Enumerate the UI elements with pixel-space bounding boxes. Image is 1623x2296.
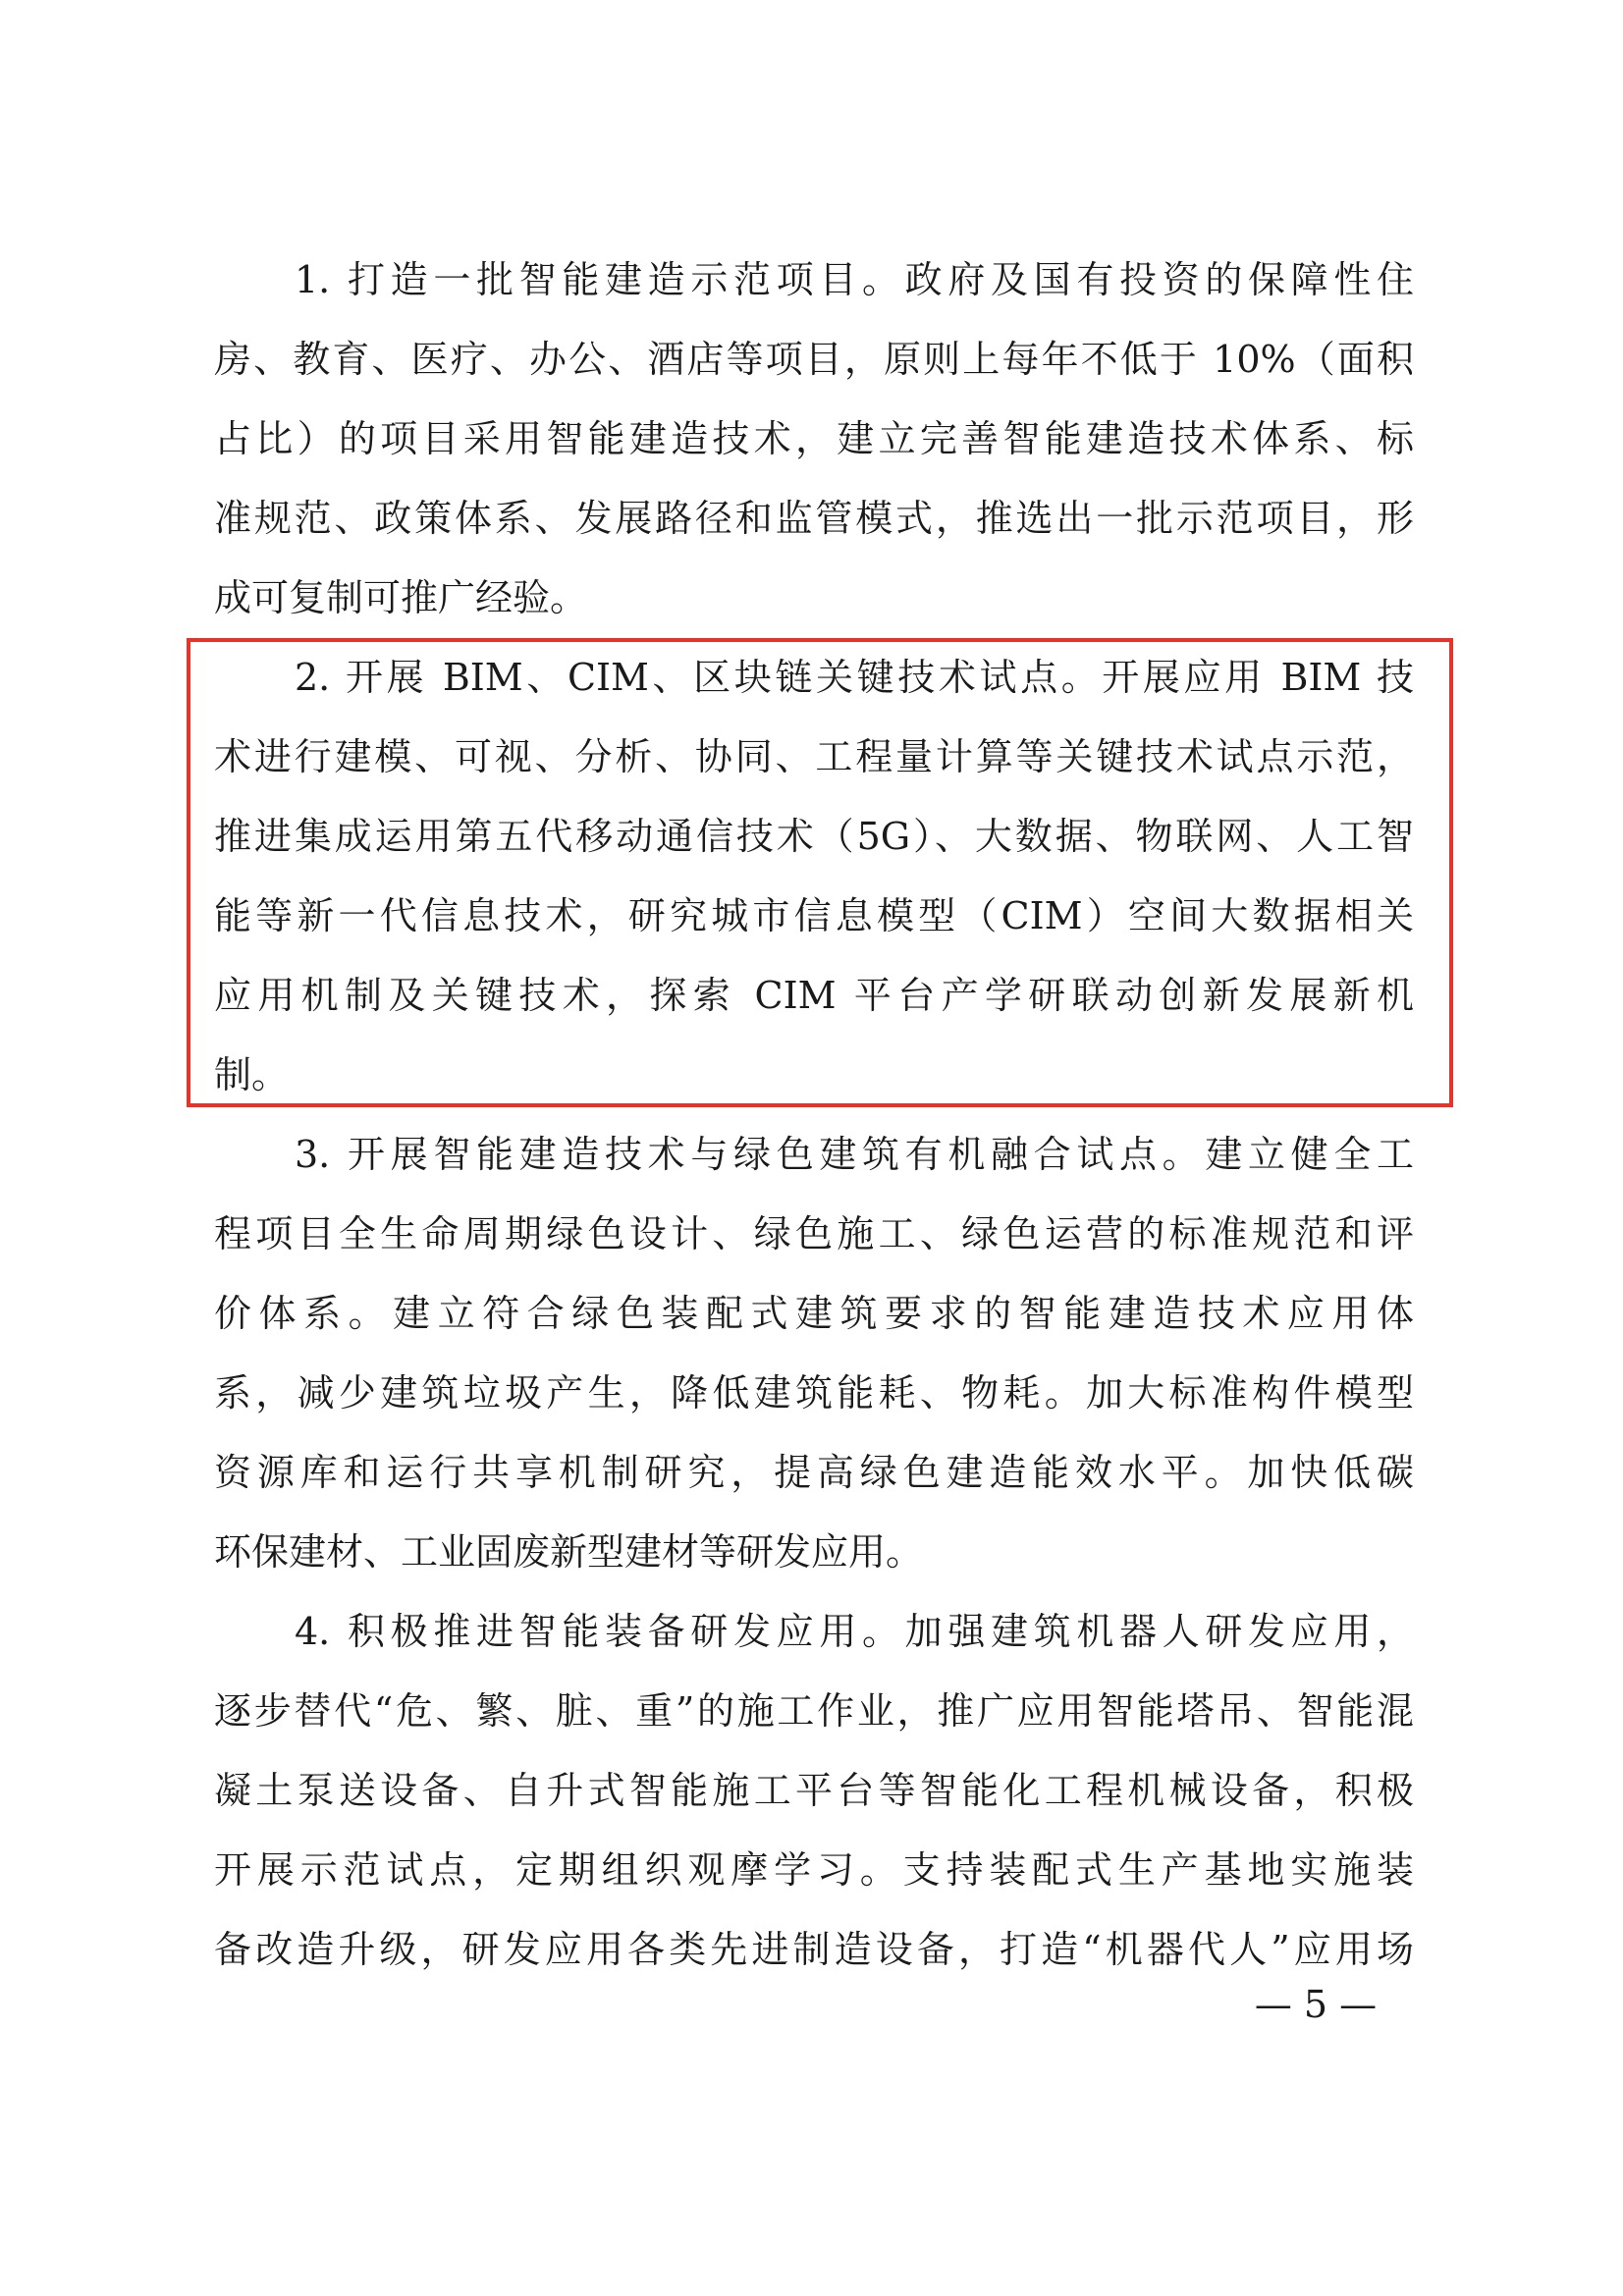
paragraph-4-line-5: 备改造升级，研发应用各类先进制造设备，打造“机器代人”应用场 <box>214 1928 1414 1971</box>
paragraph-3-line-5: 资源库和运行共享机制研究，提高绿色建造能效水平。加快低碳 <box>214 1451 1414 1494</box>
paragraph-1-line-5: 成可复制可推广经验。 <box>214 576 588 619</box>
paragraph-2-line-5: 应用机制及关键技术，探索 CIM 平台产学研联动创新发展新机 <box>214 974 1414 1017</box>
paragraph-3-line-4: 系，减少建筑垃圾产生，降低建筑能耗、物耗。加大标准构件模型 <box>214 1371 1414 1415</box>
paragraph-1-line-2: 房、教育、医疗、办公、酒店等项目，原则上每年不低于 10%（面积 <box>214 338 1414 381</box>
paragraph-3-line-2: 程项目全生命周期绿色设计、绿色施工、绿色运营的标准规范和评 <box>214 1212 1414 1255</box>
paragraph-2-line-1: 2. 开展 BIM、CIM、区块链关键技术试点。开展应用 BIM 技 <box>295 656 1414 699</box>
paragraph-1-line-3: 占比）的项目采用智能建造技术，建立完善智能建造技术体系、标 <box>214 417 1414 460</box>
paragraph-1-line-4: 准规范、政策体系、发展路径和监管模式，推选出一批示范项目，形 <box>214 497 1414 540</box>
paragraph-1-line-1: 1. 打造一批智能建造示范项目。政府及国有投资的保障性住 <box>295 258 1414 301</box>
paragraph-4-line-2: 逐步替代“危、繁、脏、重”的施工作业，推广应用智能塔吊、智能混 <box>214 1689 1414 1733</box>
paragraph-2-line-2: 术进行建模、可视、分析、协同、工程量计算等关键技术试点示范， <box>214 735 1414 778</box>
paragraph-4-line-1: 4. 积极推进智能装备研发应用。加强建筑机器人研发应用， <box>295 1610 1414 1653</box>
paragraph-4-line-4: 开展示范试点，定期组织观摩学习。支持装配式生产基地实施装 <box>214 1848 1414 1892</box>
paragraph-2-line-3: 推进集成运用第五代移动通信技术（5G）、大数据、物联网、人工智 <box>214 815 1414 858</box>
paragraph-2-line-4: 能等新一代信息技术，研究城市信息模型（CIM）空间大数据相关 <box>214 894 1414 937</box>
paragraph-4-line-3: 凝土泵送设备、自升式智能施工平台等智能化工程机械设备，积极 <box>214 1769 1414 1812</box>
paragraph-3-line-6: 环保建材、工业固废新型建材等研发应用。 <box>214 1530 924 1574</box>
paragraph-3-line-3: 价体系。建立符合绿色装配式建筑要求的智能建造技术应用体 <box>214 1292 1414 1335</box>
paragraph-2-line-6: 制。 <box>214 1053 290 1096</box>
paragraph-3-line-1: 3. 开展智能建造技术与绿色建筑有机融合试点。建立健全工 <box>295 1133 1414 1176</box>
page-number: — 5 — <box>1254 1983 1378 2026</box>
